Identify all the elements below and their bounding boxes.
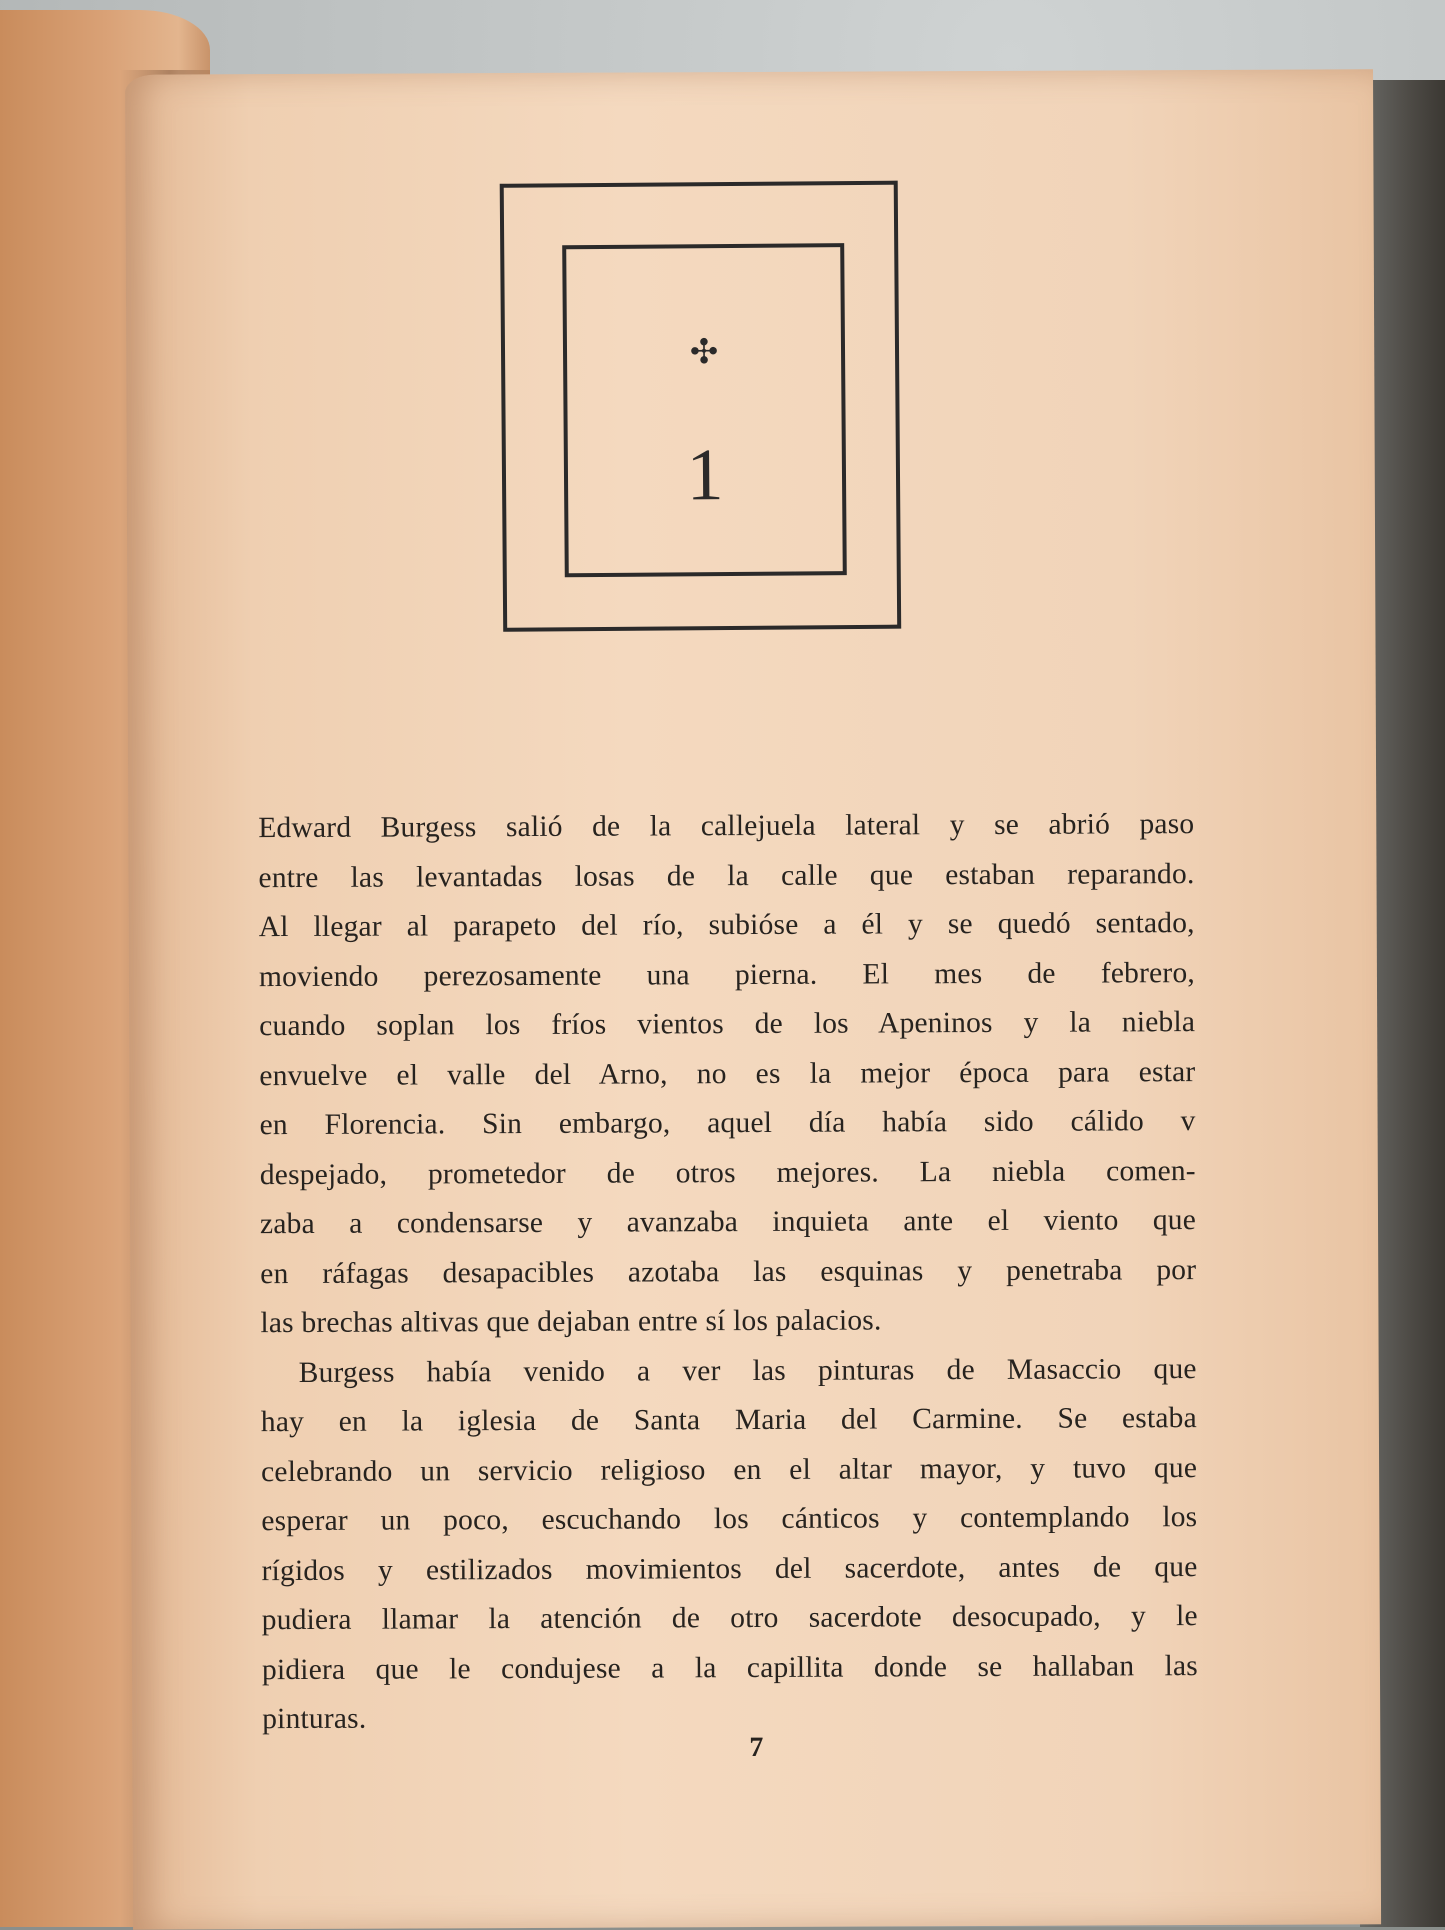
text-line: en ráfagas desapacibles azotaba las esquinas y penetraba por <box>260 1253 1197 1290</box>
text-line: envuelve el valle del Arno, no es la mejor época para estar <box>259 1055 1196 1092</box>
text-line: pidiera que le condujese a la capillita donde se hallaban las <box>261 1649 1199 1686</box>
text-line: las brechas altivas que dejaban entre sí los palacios. <box>260 1304 882 1340</box>
text-line: rígidos y estilizados movimientos del sacerdote, antes de que <box>261 1550 1198 1587</box>
text-line: Al llegar al parapeto del río, subióse a él y se quedó sentado, <box>258 907 1195 944</box>
text-line: zaba a condensarse y avanzaba inquieta ante el viento que <box>259 1204 1197 1241</box>
text-line: pudiera llamar la atención de otro sacerdote desocupado, y le <box>261 1600 1198 1637</box>
chapter-inner-frame <box>562 243 847 577</box>
text-line: hay en la iglesia de Santa Maria del Carmine. Se estaba <box>260 1402 1197 1439</box>
text-line: celebrando un servicio religioso en el altar mayor, y tuvo que <box>261 1451 1198 1488</box>
text-line: entre las levantadas losas de la calle que estaban reparando. <box>258 857 1195 894</box>
text-line: esperar un poco, escuchando los cánticos y contemplando los <box>261 1501 1198 1538</box>
chapter-number: 1 <box>686 434 724 517</box>
page-number: 7 <box>749 1731 764 1764</box>
body-text <box>258 800 1198 1745</box>
chapter-ornament: ✣ <box>689 334 719 372</box>
text-line: Edward Burgess salió de la callejuela lateral y se abrió paso <box>258 808 1195 845</box>
text-line: despejado, prometedor de otros mejores. La niebla comen- <box>259 1154 1196 1191</box>
chapter-frame <box>500 181 902 632</box>
book-page <box>125 69 1381 1929</box>
text-line: cuando soplan los fríos vientos de los Apeninos y la niebla <box>259 1006 1196 1043</box>
text-line: pinturas. <box>262 1702 367 1736</box>
text-line: en Florencia. Sin embargo, aquel día había sido cálido v <box>259 1105 1196 1142</box>
text-line: Burgess había venido a ver las pinturas de Masaccio que <box>298 1352 1197 1389</box>
paragraph-1 <box>258 800 1196 1349</box>
paragraph-2 <box>261 1345 1199 1745</box>
text-line: moviendo perezosamente una pierna. El mes de febrero, <box>258 956 1196 993</box>
